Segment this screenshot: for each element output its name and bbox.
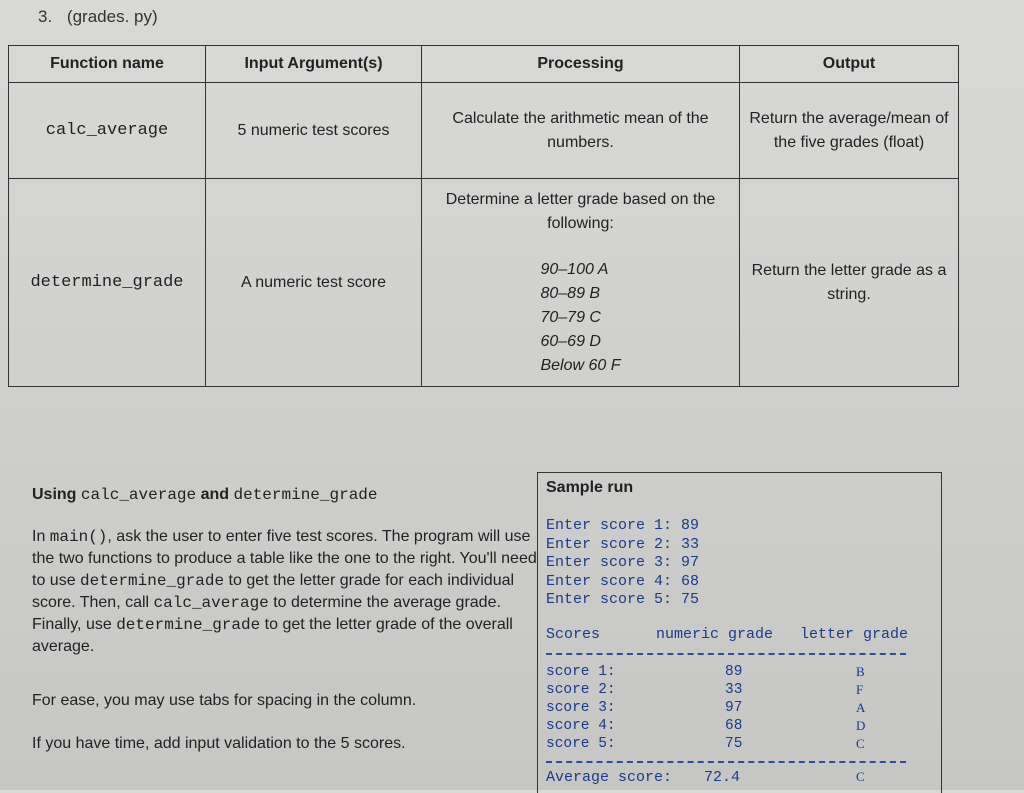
- score-values: [725, 663, 742, 753]
- text: to determine the average grade. Finally, use: [32, 594, 501, 633]
- question-filename: (grades. py): [66, 7, 158, 26]
- score-label: score 3:: [546, 700, 616, 716]
- grade-scale-item: 60–69 D: [540, 332, 601, 350]
- input-line: Enter score 3: 97: [546, 554, 700, 571]
- header-processing: Processing: [422, 46, 740, 83]
- input-line: Enter score 2: 33: [546, 535, 700, 553]
- table-row: [9, 179, 959, 387]
- instructions-validation-note: If you have time, add input validation to the 5 scores.: [32, 735, 406, 752]
- col-header-scores: Scores: [546, 626, 601, 643]
- processing-text: Determine a letter grade based on the following:: [445, 190, 716, 232]
- score-letter: D: [856, 718, 866, 733]
- code-main: main(): [49, 528, 108, 546]
- text: , ask the user to enter five test scores. The program will use the two functions to produce a table like the one to the right. You'll need to use: [32, 528, 537, 589]
- divider: [546, 761, 906, 763]
- score-value: 33: [725, 682, 743, 698]
- score-letter: B: [856, 664, 865, 679]
- score-letter: A: [856, 700, 866, 715]
- score-label: score 4:: [546, 718, 616, 734]
- col-header-letter: letter grade: [800, 626, 909, 643]
- grade-scale-item: 80–89 B: [540, 284, 601, 302]
- grade-scale-list: [540, 258, 620, 378]
- score-label: score 5:: [546, 736, 616, 752]
- score-label: score 2:: [546, 682, 616, 698]
- col-header-numeric: numeric grade: [656, 626, 774, 643]
- title-fn-calc-average: calc_average: [80, 486, 197, 504]
- score-labels: [546, 663, 616, 753]
- score-value: 68: [725, 718, 743, 734]
- header-function-name: Function name: [9, 46, 206, 83]
- score-label: score 1:: [546, 664, 616, 680]
- row-function-name: calc_average: [9, 83, 206, 179]
- score-letter: F: [856, 682, 864, 697]
- row-processing: Calculate the arithmetic mean of the numbers.: [422, 83, 740, 179]
- code-determine-grade: determine_grade: [116, 616, 261, 634]
- row-processing: [422, 179, 740, 387]
- table-row: [9, 83, 959, 179]
- row-output: Return the letter grade as a string.: [740, 179, 959, 387]
- grade-scale-item: Below 60 F: [540, 356, 621, 374]
- question-heading: [38, 7, 168, 27]
- score-letter: C: [856, 736, 865, 751]
- grade-scale-item: 90–100 A: [540, 260, 609, 278]
- instructions-panel: [32, 472, 537, 792]
- average-label: Average score:: [546, 769, 673, 786]
- input-line: Enter score 4: 68: [546, 572, 700, 590]
- text: to get the letter grade for each individual score. Then, call: [32, 572, 515, 611]
- instructions-title: [32, 484, 537, 506]
- score-letters: [856, 663, 865, 753]
- title-text: Using: [32, 486, 77, 503]
- grade-scale-item: 70–79 C: [540, 308, 601, 326]
- title-text: and: [200, 486, 230, 503]
- instructions-tabs-note: For ease, you may use tabs for spacing in the column.: [32, 692, 417, 709]
- text: to get the letter grade of the overall average.: [32, 616, 513, 655]
- divider: [546, 653, 906, 655]
- score-value: 97: [725, 700, 743, 716]
- table-header-row: [9, 46, 959, 83]
- header-output: Output: [740, 46, 959, 83]
- sample-run-panel: [537, 472, 942, 793]
- input-line: Enter score 1: 89: [546, 517, 700, 534]
- code-calc-average: calc_average: [153, 594, 269, 612]
- row-input: 5 numeric test scores: [206, 83, 422, 179]
- row-input: A numeric test score: [206, 179, 422, 387]
- text: In: [32, 528, 46, 545]
- row-function-name: determine_grade: [9, 179, 206, 387]
- sample-input-lines: [546, 517, 699, 610]
- sample-run-title: Sample run: [546, 479, 634, 496]
- score-value: 89: [725, 664, 743, 680]
- input-line: Enter score 5: 75: [546, 591, 700, 608]
- instructions-paragraph: [32, 526, 537, 658]
- question-number: 3.: [38, 7, 53, 26]
- score-value: 75: [725, 736, 743, 752]
- code-determine-grade: determine_grade: [80, 572, 225, 590]
- average-letter: C: [856, 769, 865, 784]
- header-input: Input Argument(s): [206, 46, 422, 83]
- row-output: Return the average/mean of the five grades (float): [740, 83, 959, 179]
- average-value: 72.4: [704, 769, 741, 786]
- function-table: [8, 45, 959, 387]
- title-fn-determine-grade: determine_grade: [233, 486, 378, 504]
